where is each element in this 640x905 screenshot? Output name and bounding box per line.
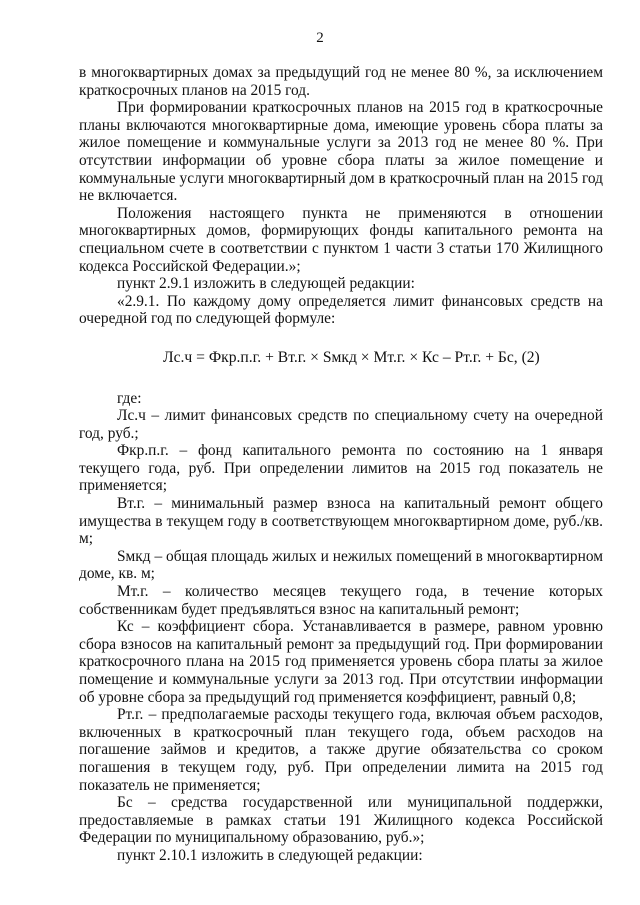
paragraph-continuation: в многоквартирных домах за предыдущий год не менее 80 %, за исключением краткосрочных планов на 2015 год. bbox=[79, 64, 603, 99]
definition-fkr: Фкр.п.г. – фонд капитального ремонта по состоянию на 1 января текущего года, руб. При определении лимитов на 2015 год показатель не применяется; bbox=[79, 442, 603, 495]
formula-limit: Лс.ч = Фкр.п.г. + Вт.г. × Sмкд × Мт.г. × Кс – Рт.г. + Бс, (2) bbox=[163, 348, 540, 366]
definitions-intro: где: bbox=[117, 389, 142, 407]
paragraph-short-plans-2015: При формировании краткосрочных планов на 2015 год в краткосрочные планы включаются многоквартирные дома, имеющие уровень сбора платы за жилое помещение и коммунальные услуги за 2013 год не менее 80 %. При отсутствии информации об уровне сбора платы за жилое помещение и коммунальные услуги многоквартирный дом в краткосрочный план на 2015 год не включается. bbox=[79, 99, 603, 205]
definition-lsch: Лс.ч – лимит финансовых средств по специальному счету на очередной год, руб.; bbox=[79, 407, 603, 442]
document-body bbox=[79, 64, 603, 865]
definition-vtg: Вт.г. – минимальный размер взноса на капитальный ремонт общего имущества в текущем году в соответствующем многоквартирном доме, руб./кв. м; bbox=[79, 495, 603, 548]
definition-bs: Бс – средства государственной или муниципальной поддержки, предоставляемые в рамках статьи 191 Жилищного кодекса Российской Федерации по муниципальному образованию, руб.»; bbox=[79, 794, 603, 847]
definition-rtg: Рт.г. – предполагаемые расходы текущего года, включая объем расходов, включенных в краткосрочный план текущего года, объем расходов на погашение займов и кредитов, а также другие обязательства со сроком погашения в текущем году, руб. При определении лимита на 2015 год показатель не применяется; bbox=[79, 706, 603, 794]
page-number: 2 bbox=[316, 30, 324, 46]
definition-mtg: Мт.г. – количество месяцев текущего года, в течение которых собственникам будет предъявляться взнос на капитальный ремонт; bbox=[79, 583, 603, 618]
paragraph-2-9-1-text: «2.9.1. По каждому дому определяется лимит финансовых средств на очередной год по следующей формуле: bbox=[79, 292, 603, 328]
paragraph-exclusion: Положения настоящего пункта не применяются в отношении многоквартирных домов, формирующих фонды капитального ремонта на специальном счете в соответствии с пунктом 1 части 3 статьи 170 Жилищного кодекса Российской Федерации.»; bbox=[79, 204, 603, 275]
definition-ks: Кс – коэффициент сбора. Устанавливается в размере, равном уровню сбора взносов на капитальный ремонт за предыдущий год. При формировании краткосрочного плана на 2015 год применяется уровень сбора платы за жилое помещение и коммунальные услуги за 2013 год. При отсутствии информации об уровне сбора за предыдущий год применяется коэффициент, равный 0,8; bbox=[79, 618, 603, 706]
paragraph-amend-2-9-1: пункт 2.9.1 изложить в следующей редакции: bbox=[117, 275, 415, 293]
definition-smkd: Sмкд – общая площадь жилых и нежилых помещений в многоквартирном доме, кв. м; bbox=[79, 547, 603, 583]
paragraph-amend-2-10-1: пункт 2.10.1 изложить в следующей редакции: bbox=[117, 846, 423, 864]
